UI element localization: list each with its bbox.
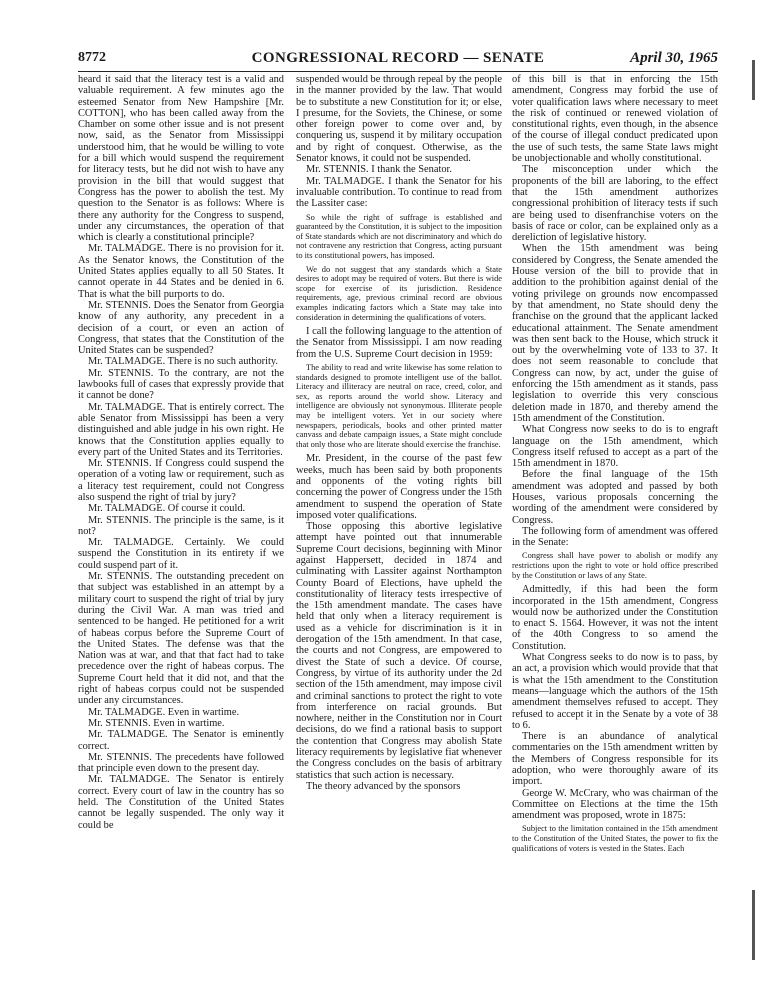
scan-margin-mark (752, 890, 755, 960)
block-quote: Subject to the limitation contained in the 15th amendment to the Constitution of the United States, the power to fix the qualifications of voters is vested in the States. Each (512, 824, 718, 853)
paragraph: heard it said that the literacy test is a valid and valuable requirement. A few minutes ago the esteemed Senator from New Hampshire [Mr. COTTON], who has been called away from the Chamber on some other issue and is not present now, said, as the Senator from Mississippi understood him, that he would be willing to vote for a bill which would suspend the requirement for literacy tests, but he did not wish to have any provision in the bill that would suggest that Congress has the power to abolish the test. My question to the Senator is as follows: Where is there any authority for the Congress to suspend, under any circumstances, the operation of that which is clearly a constitutional principle? (78, 74, 284, 244)
block-quote: Congress shall have power to abolish or modify any restrictions upon the right to vote or hold office prescribed by the Constitution or laws of any State. (512, 551, 718, 580)
paragraph: Mr. STENNIS. The principle is the same, is it not? (78, 514, 284, 537)
paragraph: Admittedly, if this had been the form incorporated in the 15th amendment, Congress would now be authorized under the Constitution to enact S. 1564. However, it was not the intent of the 40th Congress to so amend the Constitution. (512, 584, 718, 652)
running-header (78, 50, 718, 70)
publication-title: CONGRESSIONAL RECORD — SENATE (251, 50, 545, 66)
paragraph: Mr. TALMADGE. Certainly. We could suspend the Constitution in its entirety if we could suspend part of it. (78, 537, 284, 571)
paragraph: Before the final language of the 15th amendment was adopted and passed by both Houses, various proposals concerning the wording of the amendment were considered by Congress. (512, 469, 718, 526)
block-quote: We do not suggest that any standards which a State desires to adopt may be required of voters. But there is wide scope for exercise of its jurisdiction. Residence requirements, age, previous criminal record are obvious examples indicating factors which a State may take into consideration in determining the qualifications of voters. (296, 264, 502, 322)
header-rule (78, 71, 718, 72)
paragraph: of this bill is that in enforcing the 15th amendment, Congress may forbid the use of voter qualification laws where necessary to meet the risk of continued or renewed violation of constitutional rights, even though, in the absence of the course of illegal conduct predicated upon the use of such tests, the same State laws might be unobjectionable and wholly constitutional. (512, 74, 718, 165)
text-column-3 (512, 74, 718, 974)
paragraph: Mr. TALMADGE. There is no provision for it. As the Senator knows, the Constitution of the United States applies equally to all 50 States. It cannot operate in 44 States and be denied in 6. That is what the bill purports to do. (78, 243, 284, 300)
paragraph: Mr. STENNIS. I thank the Senator. (306, 164, 453, 176)
paragraph: When the 15th amendment was being considered by Congress, the Senate amended the House version of the bill to provide that in addition to the prohibition against denial of the voting privilege on grounds now encompassed by that amendment, no State should deny the franchise on the ground that the applicant lacked educational attainment. The Senate amendment was then sent back to the House, which struck it out by the overwhelming vote of 133 to 37. It does not seem reasonable to conclude that Congress can now, by act, under the guise of enforcing the 15th amendment as it stands, pass legislation to override this very conscious deletion made in 1870, and thereby amend the 15th amendment of the Constitution. (512, 243, 718, 424)
text-column-1 (78, 74, 284, 974)
page-number: 8772 (78, 50, 106, 65)
paragraph: Mr. TALMADGE. There is no such authority. (88, 356, 279, 368)
paragraph: I call the following language to the attention of the Senator from Mississippi. I am now reading from the U.S. Supreme Court decision in 1959: (296, 326, 502, 360)
paragraph: The theory advanced by the sponsors (306, 780, 461, 792)
paragraph: There is an abundance of analytical commentaries on the 15th amendment written by the Members of Congress responsible for its adoption, who were thoroughly aware of its import. (512, 731, 718, 788)
paragraph: Those opposing this abortive legislative attempt have pointed out that innumerable Supreme Court decisions, beginning with Minor against Happersett, decided in 1874 and culminating with Lassiter against Northampton County Board of Elections, have upheld the constitutionality of literacy tests irrespective of the 15th amendment mandate. The cases have held that only when a literacy requirement is used as a vehicle for discrimination is it in derogation of the 15th amendment. In that case, the courts and not Congress, are empowered to divest the State of such a device. Of course, Congress, by virtue of its authority under the 2d section of the 15th amendment, may impose civil and criminal sanctions to protect the right to vote from interference on racial grounds. But nowhere, neither in the Constitution nor in Court decisions, do we find a rational basis to support the contention that Congress may abolish State literacy requirements by legislative fiat whenever the Congress concludes on the basis of arbitrary statistics that such action is necessary. (296, 521, 502, 781)
paragraph: Mr. President, in the course of the past few weeks, much has been said by both proponents and opponents of the voting rights bill concerning the power of Congress under the 15th amendment to suspend the operation of State imposed voter qualifications. (296, 453, 502, 521)
paragraph: Mr. TALMADGE. That is entirely correct. The able Senator from Mississippi has been a very distinguished and able judge in his own right. He knows that the Constitution applies equally to every part of the United States and its Territories. (78, 401, 284, 458)
block-quote: The ability to read and write likewise has some relation to standards designed to promote intelligent use of the ballot. Literacy and illiteracy are neutral on race, creed, color, and sex, as reports around the world show. Literacy and intelligence are obviously not synonymous. Illiterate people may be intelligent voters. Yet in our society where newspapers, periodicals, books and other printed matter canvass and debate campaign issues, a State might conclude that only those who are literate should exercise the franchise. (296, 362, 502, 449)
issue-date: April 30, 1965 (630, 50, 718, 66)
paragraph: What Congress now seeks to do is to engraft language on the 15th amendment, which Congress itself refused to accept as a part of the 15th amendment in 1870. (512, 424, 718, 470)
paragraph: The following form of amendment was offered in the Senate: (512, 525, 718, 549)
paragraph: Mr. STENNIS. Even in wartime. (88, 717, 225, 729)
paragraph: What Congress seeks to do now is to pass, by an act, a provision which would provide that that is what the 15th amendment to the Constitution means—language which the authors of the 15th amendment themselves refused to accept. They refused to accept it in the Senate by a vote of 38 to 6. (512, 652, 718, 731)
paragraph: Mr. STENNIS. The outstanding precedent on that subject was established in an attempt by a military court to suspend the right of trial by jury during the Civil War. A man was tried and sentenced to be hanged. He petitioned for a writ of habeas corpus before the Supreme Court of the United States. The defense was that the Nation was at war, and that that fact had to take precedence over the right of habeas corpus. The Supreme Court held that it did not, and that the right of habeas corpus could not be suspended under any circumstances. (78, 571, 284, 707)
paragraph: The misconception under which the proponents of the bill are laboring, to the effect that the 15th amendment authorizes congressional prohibition of literacy tests if such are being used to disenfranchise voters on the basis of race or color, can be explained only as a dereliction of legislative history. (512, 164, 718, 244)
paragraph: Mr. STENNIS. To the contrary, are not the lawbooks full of cases that expressly provide that it cannot be done? (78, 367, 284, 402)
paragraph: George W. McCrary, who was chairman of the Committee on Elections at the time the 15th amendment was proposed, wrote in 1875: (512, 787, 718, 822)
paragraph: Mr. STENNIS. The precedents have followed that principle even down to the present day. (78, 751, 284, 775)
paragraph: Mr. TALMADGE. The Senator is entirely correct. Every court of law in the country has so held. The Constitution of the United States cannot be legally suspended. The only way it could be (78, 774, 284, 831)
paragraph: Mr. STENNIS. Does the Senator from Georgia know of any authority, any precedent in a decision of a court, or even an action of Congress, that states that the Constitution of the United States can be suspended? (78, 299, 284, 357)
scan-margin-mark (752, 60, 755, 100)
paragraph: Mr. TALMADGE. Of course it could. (88, 503, 246, 515)
paragraph: Mr. TALMADGE. The Senator is eminently correct. (78, 729, 284, 752)
paragraph: Mr. TALMADGE. Even in wartime. (88, 706, 240, 718)
paragraph: Mr. STENNIS. If Congress could suspend the operation of a voting law or requirement, such as a literacy test requirement, could not Congress also suspend the right of trial by jury? (78, 458, 284, 503)
paragraph: suspended would be through repeal by the people in the manner provided by the law. That would be to substitute a new Constitution for it; or else, I presume, for the Soviets, the Chinese, or some other foreign power to come over and, by conquering us, suspend it by military occupation and by right of conquest. Otherwise, as the Senator knows, it could not be suspended. (296, 74, 502, 165)
block-quote: So while the right of suffrage is established and guaranteed by the Constitution, it is subject to the imposition of State standards which are not discriminatory and which do not contravene any restriction that Congress, acting pursuant to its constitutional powers, has imposed. (296, 212, 502, 260)
text-column-2 (296, 74, 502, 974)
paragraph: Mr. TALMADGE. I thank the Senator for his invaluable contribution. To continue to read from the Lassiter case: (296, 175, 502, 210)
